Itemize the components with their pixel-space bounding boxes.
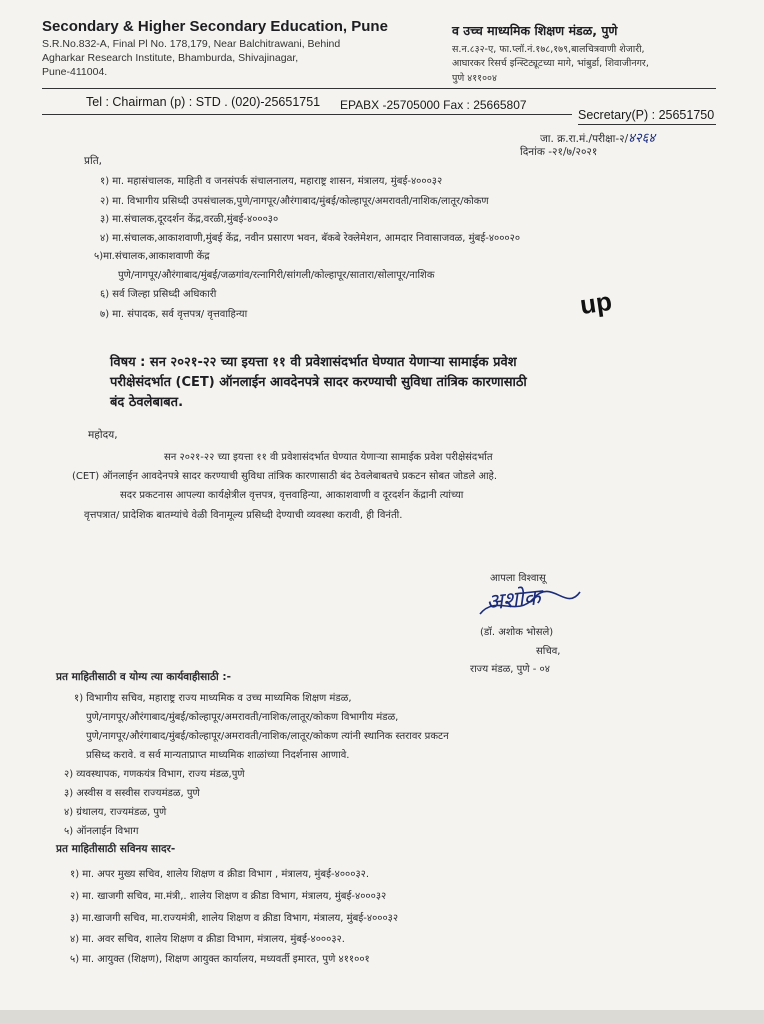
address-marathi-line-2: आघारकर रिसर्च इन्स्टिट्यूटच्या मागे, भांबुर्डा, शिवाजीनगर, [452,58,649,69]
recipient-item-3: ३) मा.संचालक,दूरदर्शन केंद्र,वरळी,मुंबई-४०००३० [100,214,279,225]
recipient-item-5-cities: पुणे/नागपूर/औरंगाबाद/मुंबई/जळगांव/रत्नागिरी/सांगली/कोल्हापूर/सातारा/सोलापूर/नाशिक [118,270,435,281]
header-rule-secretary [578,124,716,125]
letter-date: दिनांक -२१/७/२०२१ [520,146,598,158]
copy-info-item-1: १) मा. अपर मुख्य सचिव, शालेय शिक्षण व क्रीडा विभाग , मंत्रालय, मुंबई-४०००३२. [70,869,370,880]
copy-action-item-3: ३) अस्वीस व सस्वीस राज्यमंडळ, पुणे [64,788,200,799]
org-name-marathi: व उच्च माध्यमिक शिक्षण मंडळ, पुणे [452,23,618,38]
salutation: महोदय, [88,429,118,441]
subject-line-3: बंद ठेवलेबाबत. [110,395,184,410]
copy-action-item-1: १) विभागीय सचिव, महाराष्ट्र राज्य माध्यमिक व उच्च माध्यमिक शिक्षण मंडळ, [74,693,352,704]
body-line-3: सदर प्रकटनास आपल्या कार्यक्षेत्रील वृत्तपत्र, वृत्तवाहिन्या, आकाशवाणी व दूरदर्शन केंद्रानी त्यांच्या [120,490,464,501]
signature-stroke [476,584,586,624]
copy-action-item-4: ४) ग्रंथालय, राज्यमंडळ, पुणे [64,807,167,818]
address-english-line-2: Agharkar Research Institute, Bhamburda, Shivajinagar, [42,52,299,64]
epabx-fax: EPABX -25705000 Fax : 25665807 [340,98,527,112]
copy-info-item-4: ४) मा. अवर सचिव, शालेय शिक्षण व क्रीडा विभाग, मंत्रालय, मुंबई-४०००३२. [70,934,345,945]
address-marathi-line-1: स.न.८३२-ए, फा.प्लॉ.नं.१७८,१७९,बालचित्रवाणी शेजारी, [452,44,645,55]
signature-handwritten: अशोक [484,585,542,616]
subject-line-2: परीक्षेसंदर्भात (CET) ऑनलाईन आवदेनपत्रे सादर करण्याची सुविधा तांत्रिक कारणासाठी [110,375,527,390]
reference-prefix: जा. क्र.रा.मं./परीक्षा-२/ [540,133,629,145]
copy-action-heading: प्रत माहितीसाठी व योग्य त्या कार्यवाहीसाठी :- [56,671,231,683]
copy-action-item-1-line-4: प्रसिध्द करावे. व सर्व मान्यताप्राप्त माध्यमिक शाळांच्या निदर्शनास आणावे. [86,750,350,761]
closing-yours-faithfully: आपला विश्वासू [490,573,546,584]
recipient-item-5: ५)मा.संचालक,आकाशवाणी केंद्र [94,251,210,262]
recipients-to: प्रति, [84,155,103,167]
org-name-english: Secondary & Higher Secondary Education, Pune [42,18,388,35]
address-english-line-1: S.R.No.832-A, Final Pl No. 178,179, Near Balchitrawani, Behind [42,38,341,50]
copy-action-item-1-line-3: पुणे/नागपूर/औरंगाबाद/मुंबई/कोल्हापूर/अमरावती/नाशिक/लातूर/कोकण त्यांनी स्थानिक स्तरावर प्रकटन [86,731,449,742]
signatory-office: राज्य मंडळ, पुणे - ०४ [470,664,550,675]
page-bottom-edge [0,1010,764,1024]
recipient-item-6: ६) सर्व जिल्हा प्रसिध्दी अधिकारी [100,289,217,300]
up-stamp-mark: up [577,285,614,321]
body-line-1: सन २०२१-२२ च्या इयत्ता ११ वी प्रवेशासंदर्भात घेण्यात येणाऱ्या सामाईक प्रवेश परीक्षेसंदर्भात [164,452,493,463]
address-english-line-3: Pune-411004. [42,66,108,78]
header-rule-bottom [42,114,572,115]
reference-number [540,128,655,146]
copy-action-item-2: २) व्यवस्थापक, गणकयंत्र विभाग, राज्य मंडळ,पुणे [64,769,245,780]
body-line-2: (CET) ऑनलाईन आवदेनपत्रे सादर करण्याची सुविधा तांत्रिक कारणासाठी बंद ठेवलेबाबतचे प्रकटन सोबत जोडले आहे. [72,471,498,482]
copy-info-item-2: २) मा. खाजगी सचिव, मा.मंत्री,. शालेय शिक्षण व क्रीडा विभाग, मंत्रालय, मुंबई-४०००३२ [70,891,387,902]
header-rule-top [42,88,716,89]
copy-info-heading: प्रत माहितीसाठी सविनय सादर- [56,843,176,855]
copy-action-item-1-line-2: पुणे/नागपूर/औरंगाबाद/मुंबई/कोल्हापूर/अमरावती/नाशिक/लातूर/कोकण विभागीय मंडळ, [86,712,399,723]
signatory-title: सचिव, [536,646,561,657]
telephone-chairman: Tel : Chairman (p) : STD . (020)-25651751 [86,95,321,109]
copy-info-item-3: ३) मा.खाजगी सचिव, मा.राज्यमंत्री, शालेय शिक्षण व क्रीडा विभाग, मंत्रालय, मुंबई-४०००३२ [70,913,399,924]
telephone-secretary: Secretary(P) : 25651750 [578,108,715,122]
subject-line-1: विषय : सन २०२१-२२ च्या इयत्ता ११ वी प्रवेशासंदर्भात घेण्यात येणाऱ्या सामाईक प्रवेश [110,355,517,370]
copy-action-item-5: ५) ऑनलाईन विभाग [64,826,139,837]
body-line-4: वृत्तपत्रात/ प्रादेशिक बातम्यांचे वेळी विनामूल्य प्रसिध्दी देण्याची व्यवस्था करावी, ही विनंती. [84,510,403,521]
address-marathi-line-3: पुणे ४११००४ [452,73,497,84]
reference-handwritten-number: ४२६४ [628,131,656,146]
recipient-item-7: ७) मा. संपादक, सर्व वृत्तपत्र/ वृत्तवाहिन्या [100,309,248,320]
recipient-item-2: २) मा. विभागीय प्रसिध्दी उपसंचालक,पुणे/नागपूर/औरंगाबाद/मुंबई/कोल्हापूर/अमरावती/नाशिक/लातूर/कोकण [100,196,489,207]
recipient-item-4: ४) मा.संचालक,आकाशवाणी,मुंबई केंद्र, नवीन प्रसारण भवन, बॅकबे रेक्लेमेशन, आमदार निवासाजवळ, मुंबई-४०००२० [100,233,521,244]
signatory-name: (डॉ. अशोक भोसले) [480,627,554,638]
recipient-item-1: १) मा. महासंचालक, माहिती व जनसंपर्क संचालनालय, महाराष्ट्र शासन, मंत्रालय, मुंबई-४०००३२ [100,176,443,187]
copy-info-item-5: ५) मा. आयुक्त (शिक्षण), शिक्षण आयुक्त कार्यालय, मध्यवर्ती इमारत, पुणे ४११००१ [70,954,370,965]
